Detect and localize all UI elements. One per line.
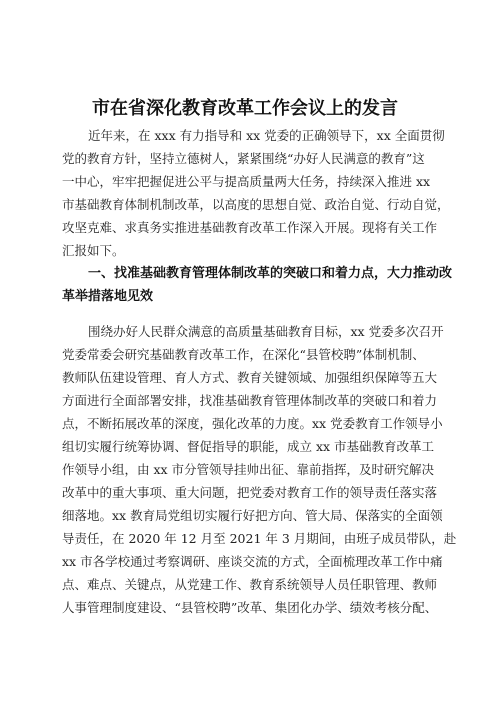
text-line: 党委常委会研究基础教育改革工作，在深化“县管校聘”体制机制、 — [62, 347, 425, 362]
intro-paragraph — [62, 124, 454, 262]
text-line: 细落地。xx 教育局党组切实履行好把方向、管大局、保落实的全面领 — [62, 508, 443, 523]
heading-line: 一、找准基础教育管理体制改革的突破口和着力点，大力推动改 — [88, 266, 453, 281]
text-line: 近年来，在 xxx 有力指导和 xx 党委的正确领导下，xx 全面贯彻 — [88, 128, 445, 143]
text-line: 点、难点、关键点，从党建工作、教育系统领导人员任职管理、教师 — [62, 577, 438, 592]
heading-line: 革举措落地见效 — [62, 289, 154, 304]
text-line: 一中心，牢牢把握促进公平与提高质量两大任务，持续深入推进 xx — [62, 174, 431, 189]
text-line: 教师队伍建设管理、育人方式、教育关键领域、加强组织保障等五大 — [62, 370, 438, 385]
text-line: 人事管理制度建设、“县管校聘”改革、集团化办学、绩效考核分配、 — [62, 600, 438, 615]
body-paragraph — [62, 320, 457, 619]
text-line: 方面进行全面部署安排，找准基础教育管理体制改革的突破口和着力 — [62, 393, 438, 408]
text-line: 汇报如下。 — [62, 243, 125, 258]
text-line: 点，不断拓展改革的深度，强化改革的力度。xx 党委教育工作领导小 — [62, 416, 443, 431]
text-line: 作领导小组，由 xx 市分管领导挂帅出征、靠前指挥，及时研究解决 — [62, 462, 435, 477]
text-line: 攻坚克难、求真务实推进基础教育改革工作深入开展。现将有关工作 — [62, 220, 438, 235]
text-line: 组切实履行统筹协调、督促指导的职能，成立 xx 市基础教育改革工 — [62, 439, 435, 454]
text-line: 党的教育方针，坚持立德树人，紧紧围绕“办好人民满意的教育”这 — [62, 151, 425, 166]
section-heading — [62, 262, 454, 308]
text-line: 围绕办好人民群众满意的高质量基础教育目标，xx 党委多次召开 — [88, 324, 444, 339]
text-line: 改革中的重大事项、重大问题，把党委对教育工作的领导责任落实落 — [62, 485, 438, 500]
text-line: 导责任，在 2020 年 12 月至 2021 年 3 月期间，由班子成员带队，赴 — [62, 531, 457, 546]
document-title: 市在省深化教育改革工作会议上的发言 — [92, 98, 398, 119]
text-line: xx 市各学校通过考察调研、座谈交流的方式，全面梳理改革工作中痛 — [62, 554, 443, 569]
text-line: 市基础教育体制机制改革，以高度的思想自觉、政治自觉、行动自觉， — [62, 197, 450, 212]
